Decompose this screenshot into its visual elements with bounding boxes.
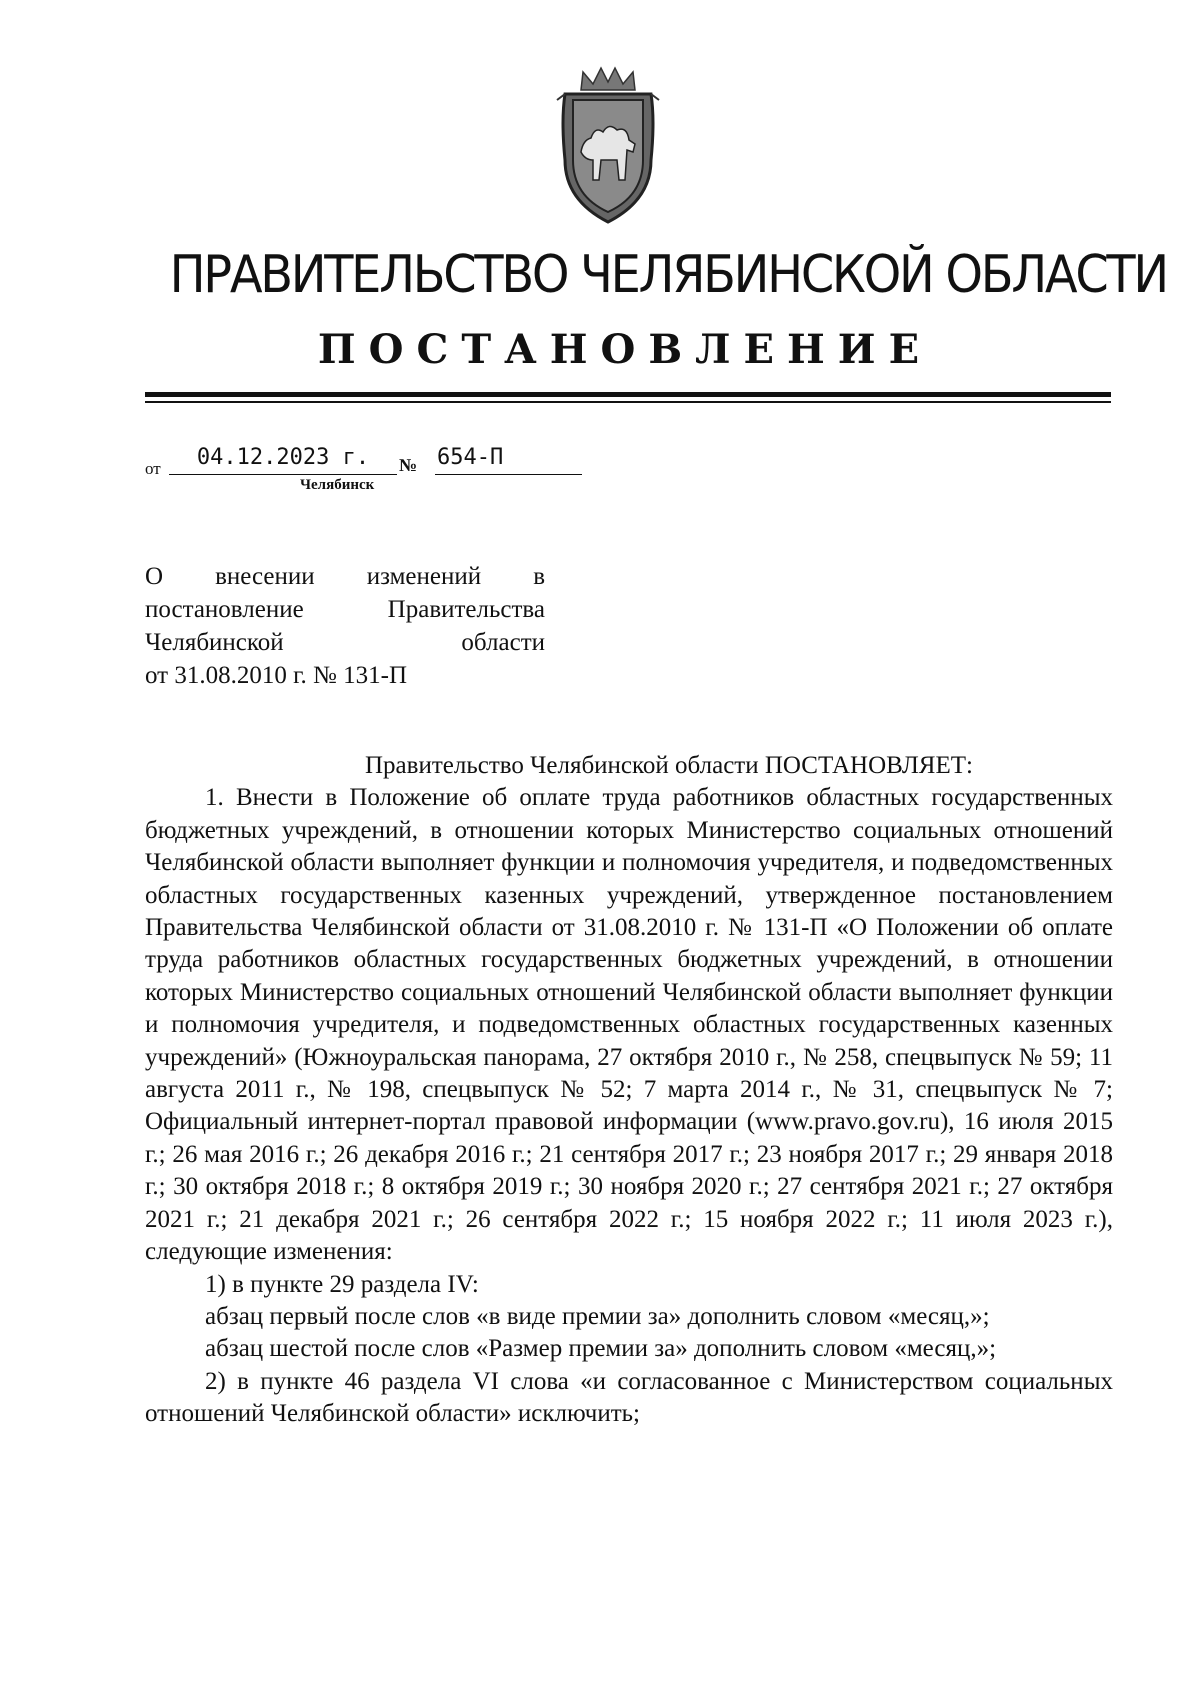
subject-line: постановление Правительства — [145, 596, 545, 623]
paragraph: 1. Внести в Положение об оплате труда работников областных государственных бюджетных учреждений, в отношении которых Министерство социальных отношений Челябинской области выполняет функции и полномочия учредителя, и подведомственных областных государственных казенных учреждений, утвержденное постановлением Правительства Челябинской области от 31.08.2010 г. № 131-П «О Положении об оплате труда работников областных государственных бюджетных учреждений, в отношении которых Министерство социальных отношений Челябинской области выполняет функции и полномочия учредителя, и подведомственных областных государственных казенных учреждений» (Южноуральская панорама, 27 октября 2010 г., № 258, спецвыпуск № 59; 11 августа 2011 г., № 198, спецвыпуск № 52; 7 марта 2014 г., № 31, спецвыпуск № 7; Официальный интернет-портал правовой информации (www.pravo.gov.ru), 16 июля 2015 г.; 26 мая 2016 г.; 26 декабря 2016 г.; 21 сентября 2017 г.; 23 ноября 2017 г.; 29 января 2018 г.; 30 октября 2018 г.; 8 октября 2019 г.; 30 ноября 2020 г.; 27 сентября 2021 г.; 27 октября 2021 г.; 21 декабря 2021 г.; 26 сентября 2022 г.; 15 ноября 2022 г.; 11 июля 2023 г.), следующие изменения: — [145, 784, 1113, 1266]
resolution-body — [145, 750, 1113, 1431]
list-item: 2) в пункте 46 раздела VI слова «и согласованное с Министерством социальных отношений Челябинской области» исключить; — [145, 1367, 1113, 1428]
coat-of-arms-icon — [543, 60, 673, 230]
date-prefix: от — [145, 459, 161, 478]
subject-line: Челябинской области — [145, 629, 545, 656]
enacting-clause: Правительство Челябинской области ПОСТАНОВЛЯЕТ: — [365, 752, 973, 779]
government-title: ПРАВИТЕЛЬСТВО ЧЕЛЯБИНСКОЙ ОБЛАСТИ — [169, 245, 1167, 305]
list-item: 1) в пункте 29 раздела IV: — [205, 1270, 479, 1298]
resolution-number: 654-П — [435, 445, 582, 475]
city-label: Челябинск — [300, 477, 375, 493]
resolution-date: 04.12.2023 г. — [169, 445, 397, 475]
list-item: абзац первый после слов «в виде премии за» дополнить словом «месяц,»; — [205, 1302, 990, 1330]
resolution-subject — [145, 560, 545, 692]
document-type-heading: ПОСТАНОВЛЕНИЕ — [317, 326, 933, 373]
header-divider-thick — [145, 392, 1111, 397]
list-item: абзац шестой после слов «Размер премии за» дополнить словом «месяц,»; — [205, 1335, 997, 1363]
subject-line: от 31.08.2010 г. № 131-П — [145, 662, 408, 689]
number-sign: № — [399, 455, 418, 475]
header-divider-thin — [145, 401, 1111, 403]
subject-line: О внесении изменений в — [145, 563, 545, 590]
